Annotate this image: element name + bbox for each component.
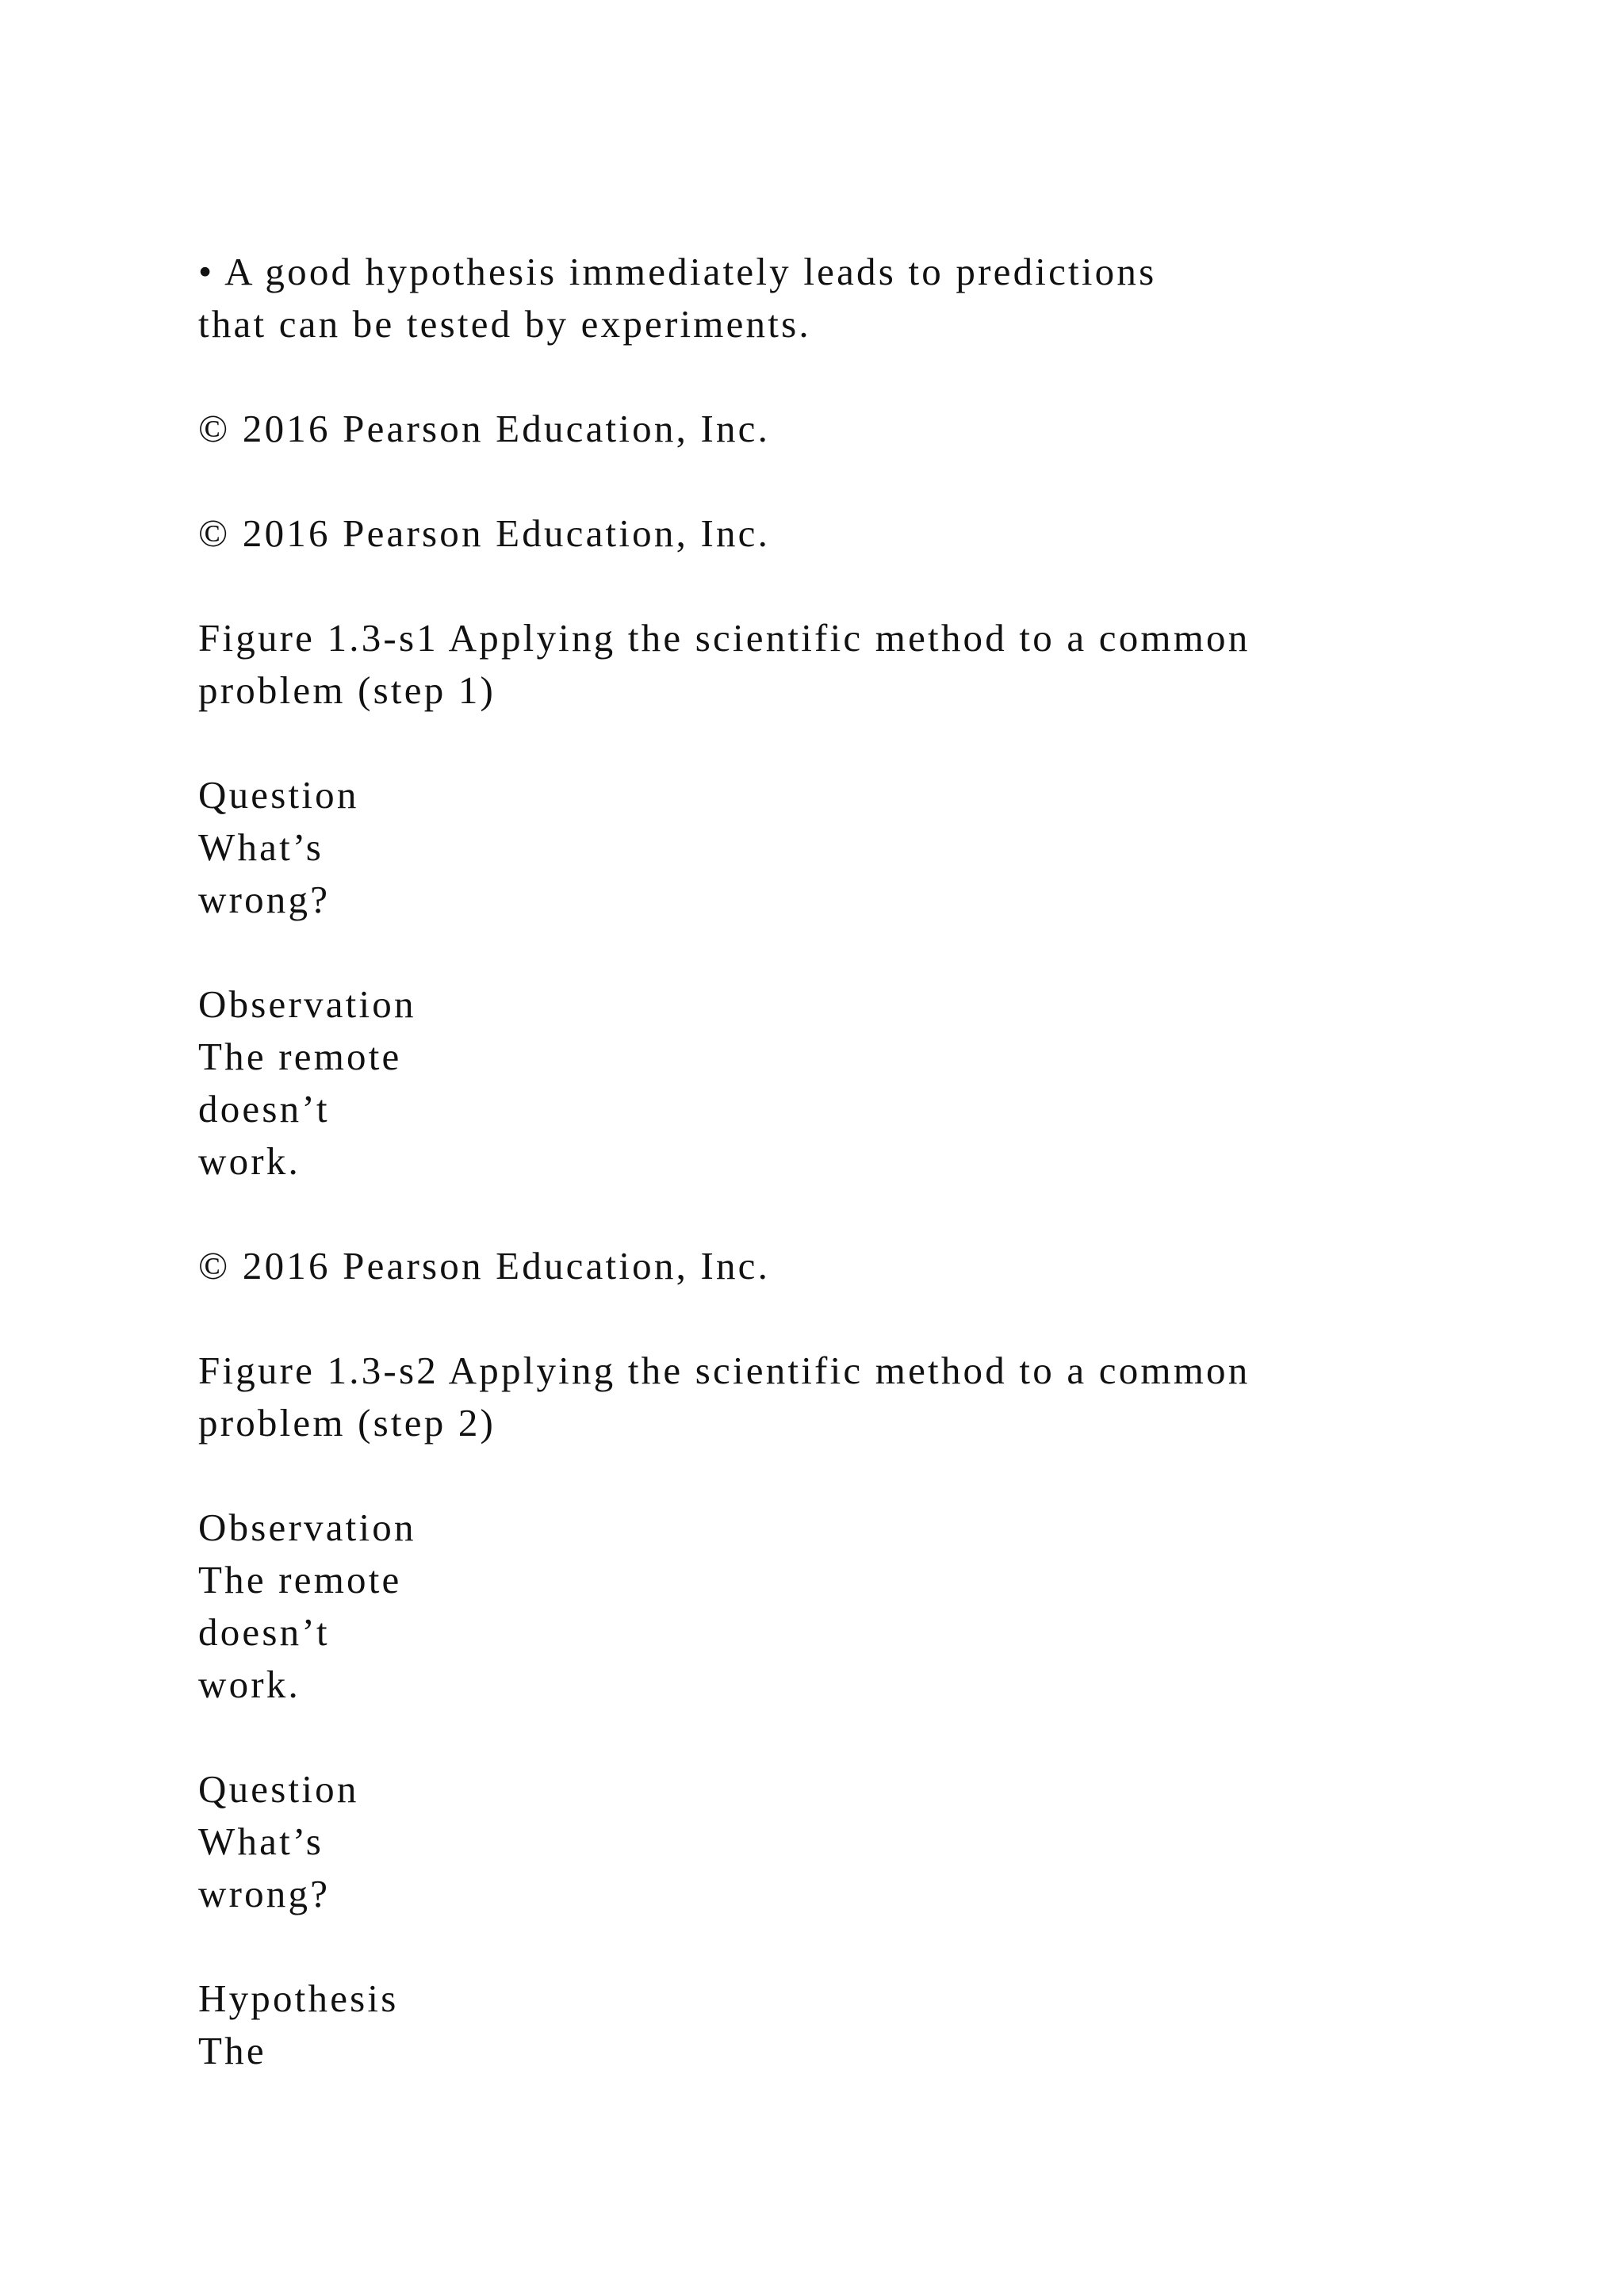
text-line: Figure 1.3-s1 Applying the scientific method to a common	[198, 616, 1251, 660]
text-line: problem (step 1)	[198, 668, 496, 712]
text-line: What’s	[198, 1820, 324, 1863]
text-line: © 2016 Pearson Education, Inc.	[198, 511, 771, 555]
figure-caption	[198, 612, 1546, 717]
text-line: What’s	[198, 825, 324, 869]
text-line: doesn’t	[198, 1610, 330, 1654]
text-line: The remote	[198, 1035, 402, 1078]
figure-caption	[198, 1345, 1546, 1449]
copyright-notice	[198, 403, 1546, 455]
document-page	[198, 246, 1546, 2130]
text-line: Hypothesis	[198, 1976, 399, 2020]
text-line: problem (step 2)	[198, 1401, 496, 1445]
copyright-notice	[198, 1240, 1546, 1292]
text-line: work.	[198, 1663, 301, 1706]
text-line: The	[198, 2029, 266, 2072]
text-line: that can be tested by experiments.	[198, 302, 811, 346]
text-line: Observation	[198, 982, 416, 1026]
text-line: © 2016 Pearson Education, Inc.	[198, 1244, 771, 1288]
hypothesis-block	[198, 1973, 1546, 2077]
text-line: Figure 1.3-s2 Applying the scientific method to a common	[198, 1349, 1251, 1392]
observation-block	[198, 978, 1546, 1188]
text-line: Question	[198, 1767, 359, 1811]
text-line: © 2016 Pearson Education, Inc.	[198, 407, 771, 450]
text-line: wrong?	[198, 878, 331, 921]
text-line: work.	[198, 1139, 301, 1183]
text-line: doesn’t	[198, 1087, 330, 1131]
observation-block	[198, 1502, 1546, 1711]
bullet-paragraph	[198, 246, 1546, 350]
text-line: The remote	[198, 1558, 402, 1601]
question-block	[198, 769, 1546, 926]
text-line: wrong?	[198, 1872, 331, 1915]
text-line: Observation	[198, 1506, 416, 1549]
text-line: Question	[198, 773, 359, 817]
question-block	[198, 1763, 1546, 1920]
copyright-notice	[198, 507, 1546, 560]
text-line: • A good hypothesis immediately leads to predictions	[198, 250, 1157, 293]
